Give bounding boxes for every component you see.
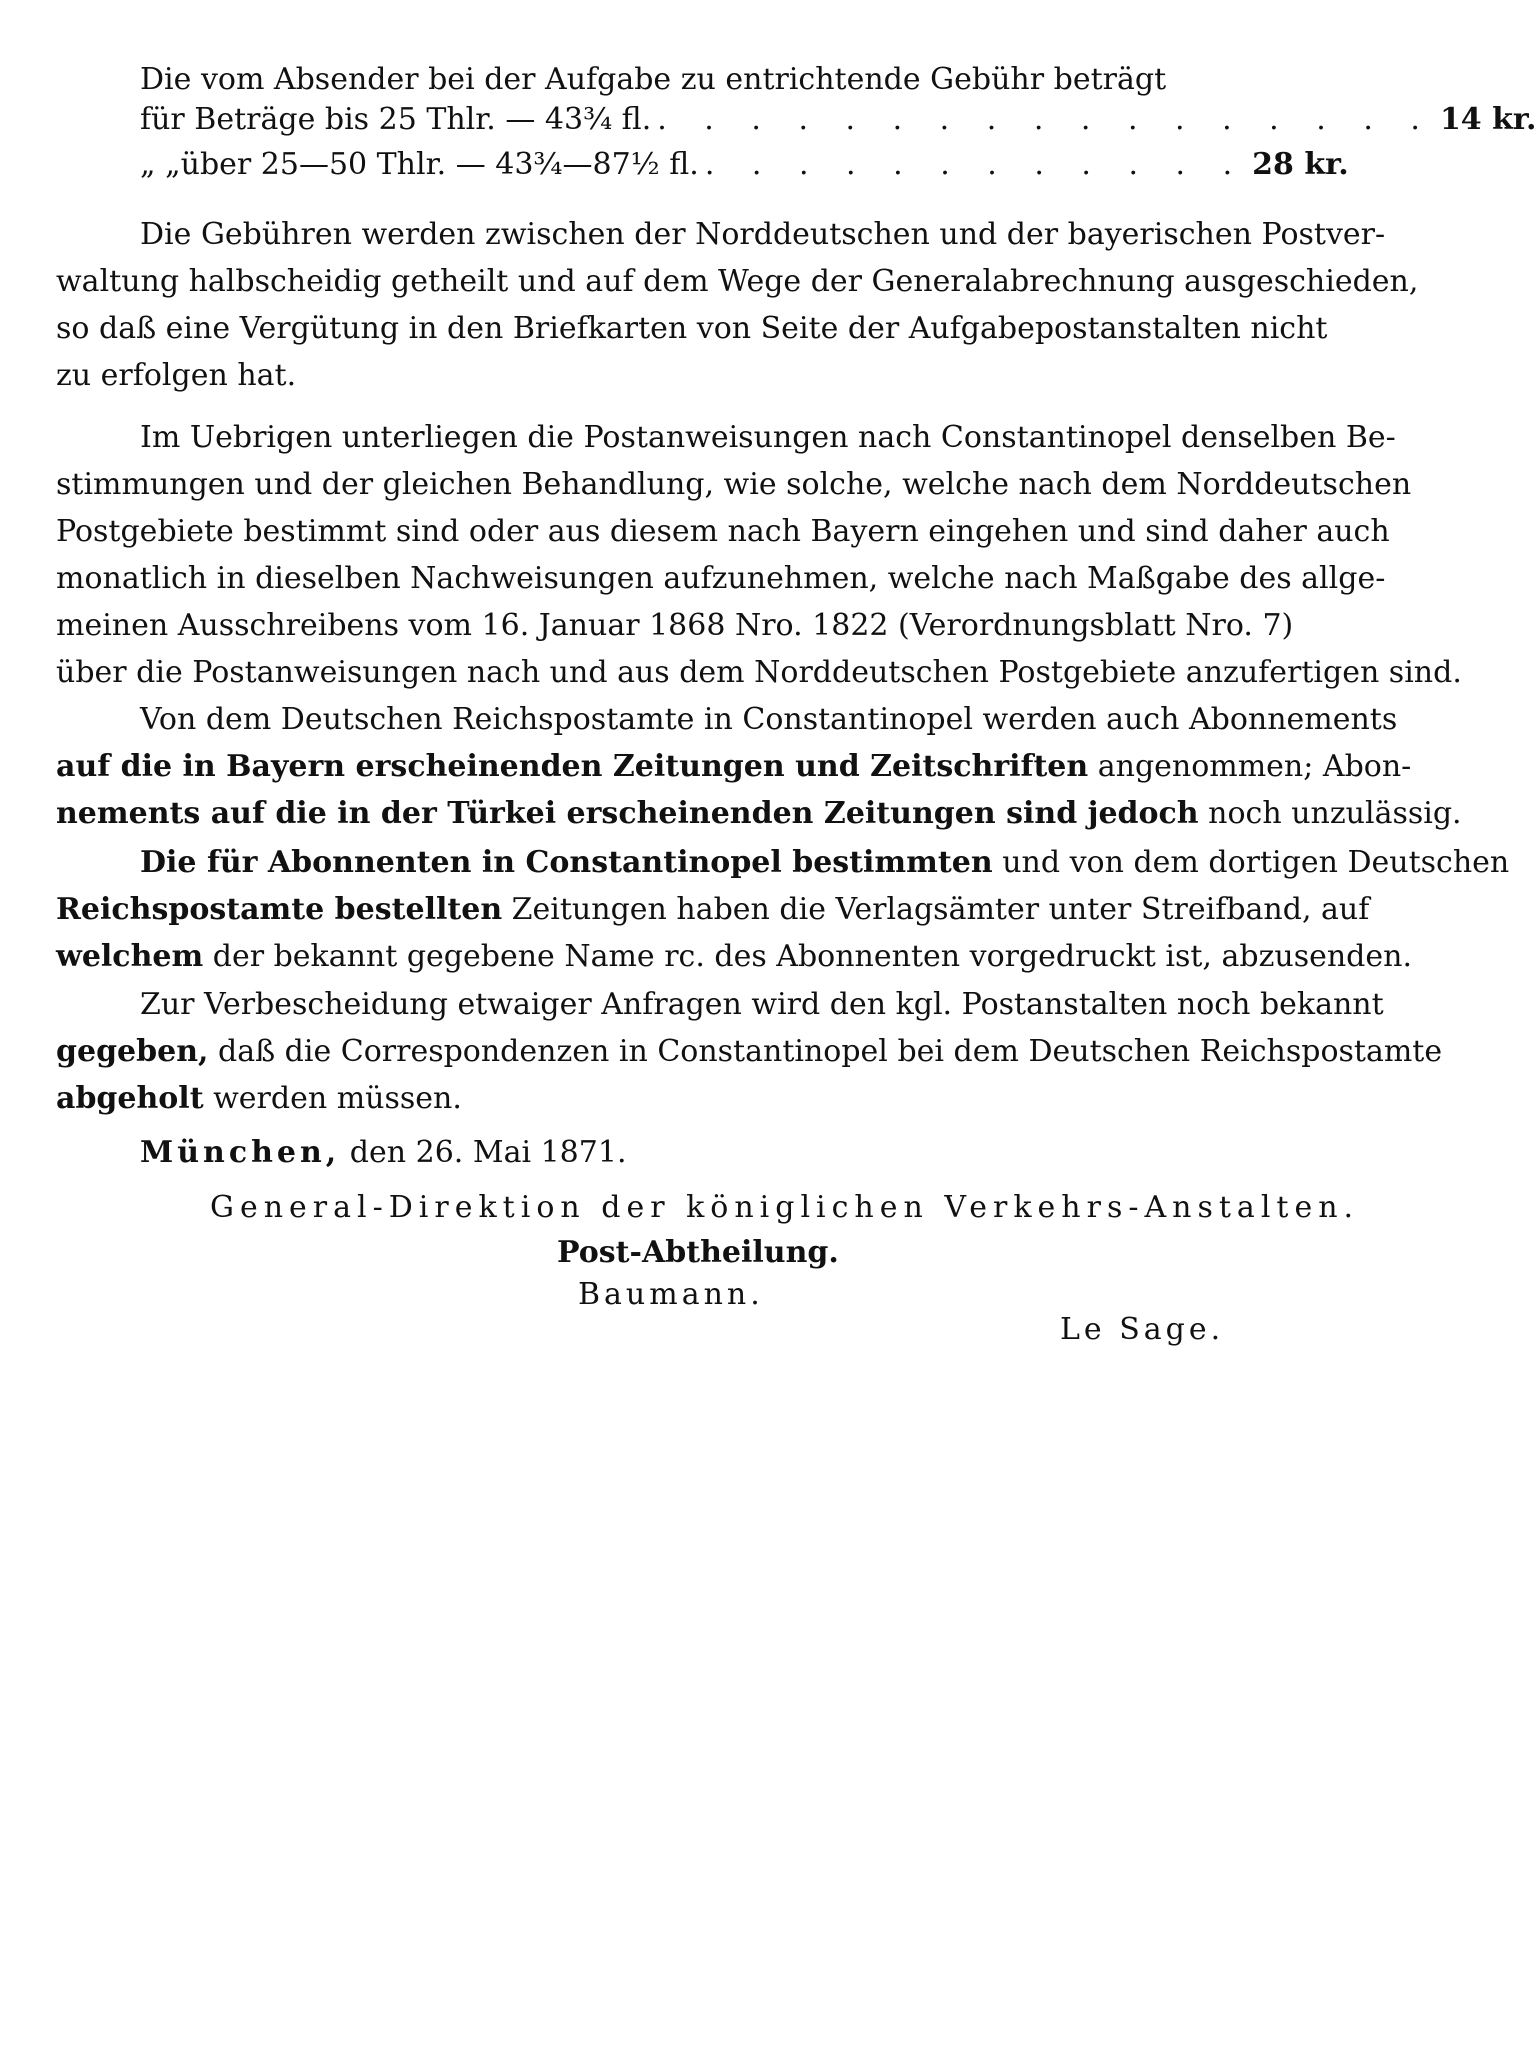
plain-text: noch unzulässig. bbox=[1198, 796, 1462, 831]
paragraph-line: meinen Ausschreibens vom 16. Januar 1868 Nro. 1822 (Verordnungsblatt Nro. 7) bbox=[56, 608, 1294, 643]
emphasis-text: auf die in Bayern erscheinenden Zeitungen und Zeitschriften bbox=[56, 749, 1089, 784]
paragraph-line: zu erfolgen hat. bbox=[56, 358, 297, 393]
issuing-authority: General-Direktion der königlichen Verkehrs-Anstalten. bbox=[210, 1190, 1360, 1225]
plain-text: werden müssen. bbox=[203, 1081, 462, 1116]
fee-amount: 14 kr. bbox=[1439, 102, 1536, 137]
paragraph-line: waltung halbscheidig getheilt und auf dem Wege der Generalabrechnung ausgeschieden, bbox=[56, 264, 1419, 299]
department-name: Post-Abtheilung. bbox=[557, 1235, 839, 1270]
fee-amount: 28 kr. bbox=[1252, 147, 1349, 182]
fee-dot-leader: . . . . . . . . . . . . . . . . . bbox=[657, 102, 1434, 137]
plain-text: der bekannt gegebene Name rc. des Abonnenten vorgedruckt ist, abzusenden. bbox=[203, 939, 1412, 974]
fee-intro: Die vom Absender bei der Aufgabe zu entrichtende Gebühr beträgt bbox=[140, 62, 1167, 97]
paragraph-line bbox=[140, 843, 1510, 883]
fee-label: über 25—50 Thlr. — 43¾—87½ fl. bbox=[180, 147, 699, 182]
fee-ditto-marks: „ „ bbox=[140, 147, 181, 182]
emphasis-text: abgeholt bbox=[56, 1081, 204, 1116]
plain-text: und von dem dortigen Deutschen bbox=[992, 845, 1510, 880]
emphasis-text: welchem bbox=[56, 939, 204, 974]
paragraph-line: Zur Verbescheidung etwaiger Anfragen wird den kgl. Postanstalten noch bekannt bbox=[140, 987, 1384, 1022]
plain-text: daß die Correspondenzen in Constantinopel bei dem Deutschen Reichspostamte bbox=[208, 1034, 1443, 1069]
paragraph-line: über die Postanweisungen nach und aus dem Norddeutschen Postgebiete anzufertigen sind. bbox=[56, 655, 1462, 690]
paragraph-line bbox=[56, 1032, 1443, 1072]
fee-row-2 bbox=[140, 145, 1349, 185]
date-text: den 26. Mai 1871. bbox=[340, 1135, 627, 1170]
plain-text: Zeitungen haben die Verlagsämter unter Streifband, auf bbox=[502, 892, 1370, 927]
emphasis-text: nements auf die in der Türkei erscheinenden Zeitungen sind jedoch bbox=[56, 796, 1199, 831]
paragraph-line: stimmungen und der gleichen Behandlung, wie solche, welche nach dem Norddeutschen bbox=[56, 467, 1412, 502]
plain-text: angenommen; Abon- bbox=[1088, 749, 1412, 784]
paragraph-line bbox=[56, 937, 1412, 977]
paragraph-line: Im Uebrigen unterliegen die Postanweisungen nach Constantinopel denselben Be- bbox=[140, 420, 1396, 455]
paragraph-line: Von dem Deutschen Reichspostamte in Constantinopel werden auch Abonnements bbox=[140, 702, 1398, 737]
paragraph-line bbox=[56, 1079, 462, 1119]
emphasis-text: gegeben, bbox=[56, 1034, 209, 1069]
fee-row-1 bbox=[140, 100, 1536, 140]
place-name: München, bbox=[140, 1135, 341, 1170]
paragraph-line: monatlich in dieselben Nachweisungen aufzunehmen, welche nach Maßgabe des allge- bbox=[56, 561, 1386, 596]
paragraph-line bbox=[56, 794, 1462, 834]
paragraph-line bbox=[56, 747, 1412, 787]
signatory-name: Baumann. bbox=[578, 1277, 764, 1312]
countersignatory-name: Le Sage. bbox=[1060, 1312, 1225, 1347]
paragraph-line bbox=[56, 890, 1370, 930]
fee-dot-leader: . . . . . . . . . . . . bbox=[704, 147, 1247, 182]
emphasis-text: Die für Abonnenten in Constantinopel bestimmten bbox=[140, 845, 993, 880]
paragraph-line: Postgebiete bestimmt sind oder aus diesem nach Bayern eingehen und sind daher auch bbox=[56, 514, 1390, 549]
paragraph-line: so daß eine Vergütung in den Briefkarten von Seite der Aufgabepostanstalten nicht bbox=[56, 311, 1328, 346]
paragraph-line: Die Gebühren werden zwischen der Norddeutschen und der bayerischen Postver- bbox=[140, 217, 1386, 252]
place-date bbox=[140, 1133, 626, 1173]
emphasis-text: Reichspostamte bestellten bbox=[56, 892, 503, 927]
fee-label: für Beträge bis 25 Thlr. — 43¾ fl. bbox=[140, 102, 652, 137]
